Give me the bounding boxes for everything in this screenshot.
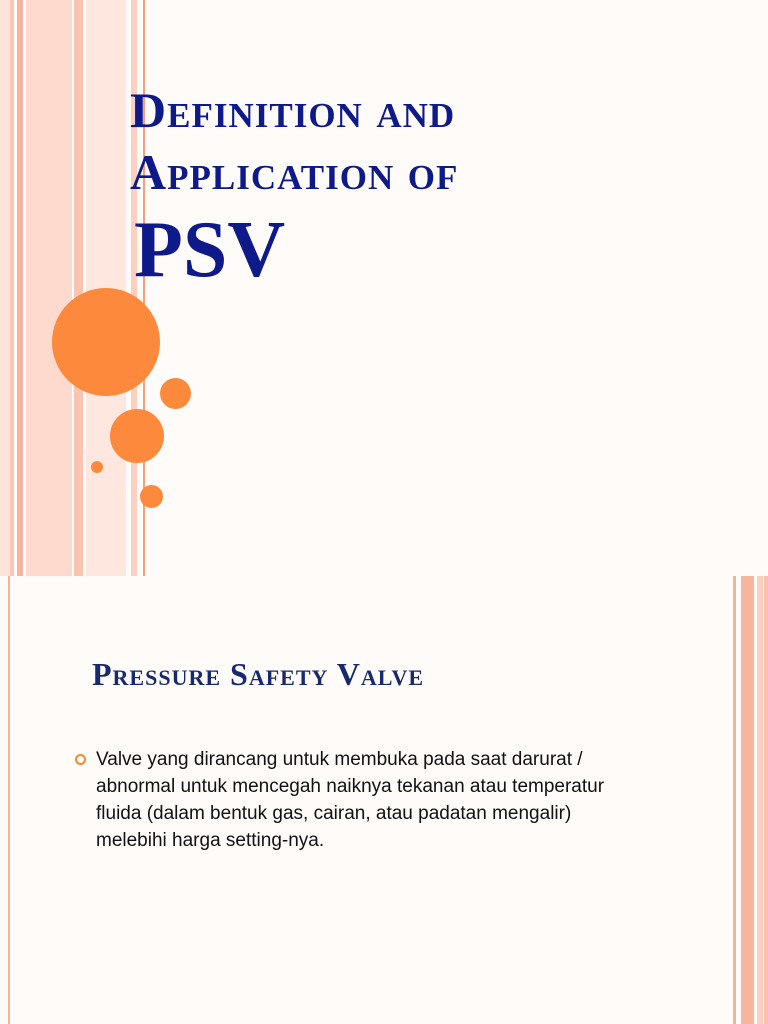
decor-circle-small	[160, 378, 191, 409]
decor-stripe	[10, 0, 14, 576]
decor-stripe	[741, 576, 754, 1024]
section-heading: Pressure Safety Valve	[92, 656, 425, 692]
decor-circle-small	[140, 485, 163, 508]
decor-circle-large	[52, 288, 160, 396]
decor-stripe	[764, 576, 768, 1024]
slide-title-line-1: Definition and	[130, 82, 456, 138]
decor-stripe	[757, 576, 763, 1024]
bullet-item	[72, 746, 692, 854]
slide-title-psv: PSV	[134, 206, 286, 294]
decor-stripe	[26, 0, 72, 576]
decor-stripe	[0, 0, 10, 576]
content-slide	[0, 576, 768, 1024]
decor-stripe	[74, 0, 83, 576]
bullet-text-line: abnormal untuk mencegah naiknya tekanan atau temperatur	[96, 776, 605, 797]
decor-circle-medium	[110, 409, 164, 463]
decor-circle-tiny	[91, 461, 103, 473]
bullet-text-line: melebihi harga setting-nya.	[96, 830, 325, 851]
bullet-text-line: fluida (dalam bentuk gas, cairan, atau padatan mengalir)	[96, 803, 572, 824]
slide-title-line-2: Application of	[130, 144, 459, 200]
decor-stripe	[17, 0, 23, 576]
hollow-circle-bullet-icon	[75, 754, 86, 765]
bullet-list	[72, 746, 692, 854]
decor-stripe	[733, 576, 736, 1024]
decor-stripe	[8, 576, 10, 1024]
bullet-text-line: Valve yang dirancang untuk membuka pada saat darurat /	[96, 749, 583, 770]
